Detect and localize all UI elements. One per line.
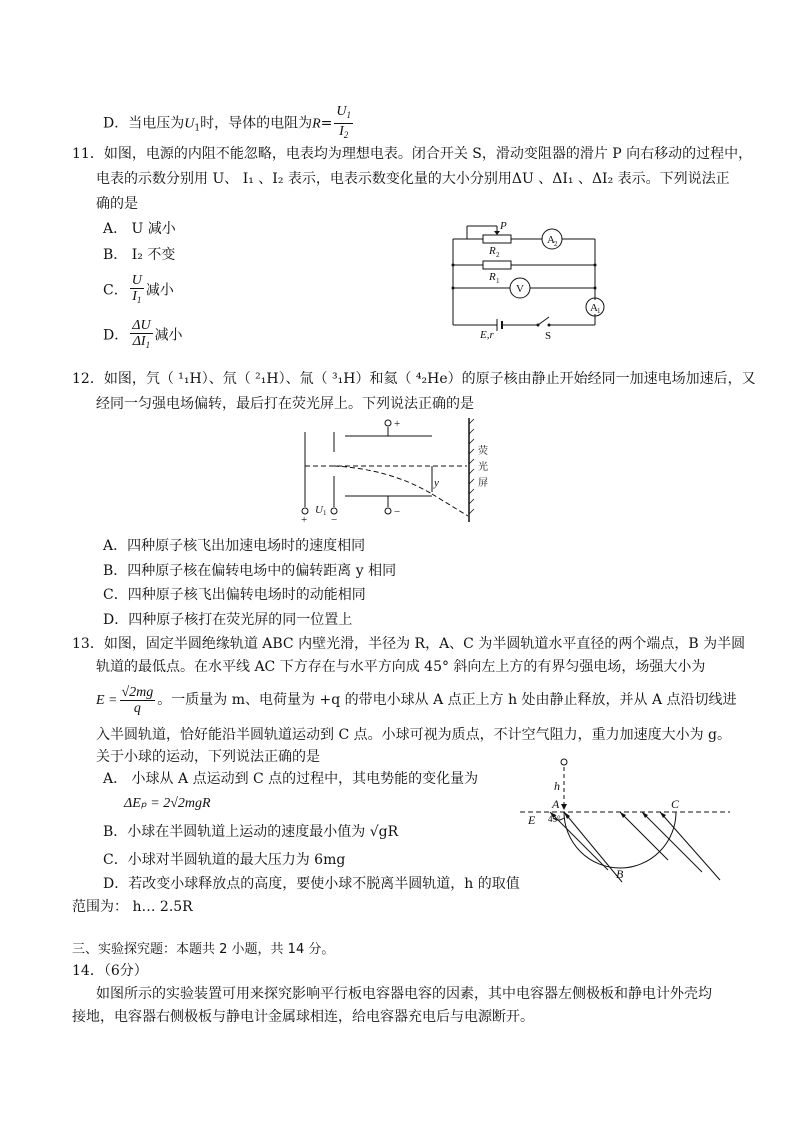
- svg-text:−: −: [394, 506, 401, 518]
- q11-option-b: B． I₂ 不变: [103, 247, 176, 263]
- svg-text:+: +: [394, 418, 401, 430]
- q13-stem-line3: E = $\frac{√2mg}{q}$ 。一质量为 m、电荷量为 +q 的带电小球从 A 点正上方 h 处由静止释放，并从 A 点沿切线进: [96, 684, 737, 716]
- q13-stem-line4: 入半圆轨道，恰好能沿半圆轨道运动到 C 点。小球可视为质点，不计空气阻力，重力加速度大小为 g。: [96, 727, 732, 743]
- q12-option-c: C．四种原子核飞出偏转电场时的动能相同: [103, 587, 366, 603]
- q11-stem-line1: 11．如图，电源的内阻不能忽略，电表均为理想电表。闭合开关 S，滑动变阻器的滑片 P 向右移动的过程中，: [72, 146, 753, 162]
- q13-option-d: D．若改变小球释放点的高度，要使小球不脱离半圆轨道，h 的取值: [103, 876, 520, 892]
- q12-stem-line1: 12．如图，氕（ ¹₁H）、氘（ ²₁H）、氚（ ³₁H）和氦（ ⁴₂He）的原子核由静止开始经同一加速电场加速后，又: [72, 371, 756, 387]
- svg-text:1: 1: [597, 307, 601, 315]
- q14-line1: 如图所示的实验装置可用来探究影响平行板电容器电容的因素，其中电容器左侧极板和静电计外壳均: [96, 986, 712, 1002]
- svg-text:2: 2: [496, 251, 500, 259]
- svg-text:A: A: [552, 797, 560, 811]
- svg-text:R: R: [489, 271, 496, 283]
- q13-track-diagram: [520, 752, 735, 892]
- q13-option-a: A． 小球从 A 点运动到 C 点的过程中，其电势能的变化量为: [103, 771, 479, 787]
- svg-text:2: 2: [554, 240, 558, 248]
- q13-option-c: C．小球对半圆轨道的最大压力为 6mg: [103, 852, 346, 868]
- q11-option-c: C． $\frac{U}{I_1}$ 减小: [103, 273, 174, 305]
- svg-text:1: 1: [496, 277, 500, 285]
- svg-text:B: B: [616, 867, 624, 881]
- q11-option-d: D． $\frac{\Delta U}{\Delta I_1}$ 减小: [103, 318, 183, 350]
- svg-text:E,r: E,r: [480, 329, 494, 341]
- q13-option-d-range: 范围为： h… 2.5R: [72, 899, 193, 915]
- q10-u1: U: [184, 116, 195, 132]
- q10-r: R: [312, 116, 321, 132]
- svg-text:R: R: [489, 245, 496, 257]
- svg-text:1: 1: [323, 509, 327, 517]
- q10-eq: =: [320, 115, 333, 132]
- svg-text:+: +: [301, 514, 308, 524]
- q10-d-text: D．当电压为: [103, 115, 185, 132]
- svg-text:E: E: [528, 813, 536, 827]
- svg-text:A: A: [547, 234, 555, 246]
- q14-number: 14．（6分）: [72, 963, 148, 979]
- section3-title: 三、实验探究题：本题共 2 小题，共 14 分。: [72, 942, 335, 957]
- q10-fraction: $\frac{U_1}{I_2}$: [336, 104, 352, 140]
- q12-option-b: B．四种原子核在偏转电场中的偏转距离 y 相同: [103, 563, 397, 579]
- svg-text:−: −: [331, 514, 338, 524]
- q10-u1-sub: 1: [194, 123, 201, 134]
- q11-circuit-diagram: [445, 218, 615, 343]
- svg-text:45°: 45°: [548, 814, 561, 824]
- q14-line2: 接地，电容器右侧极板与静电计金属球相连，给电容器充电后与电源断开。: [72, 1009, 534, 1025]
- svg-text:h: h: [554, 779, 560, 793]
- q13-option-a-formula: ΔEₚ = 2√2mgR: [124, 796, 211, 811]
- q12-option-a: A．四种原子核飞出加速电场时的速度相同: [103, 538, 366, 554]
- q11-option-a: A． U 减小: [103, 221, 176, 237]
- q11-stem-line3: 确的是: [96, 196, 138, 212]
- q13-stem-line1: 13．如图，固定半圆绝缘轨道 ABC 内壁光滑，半径为 R，A、C 为半圆轨道水平直径的两个端点，B 为半圆: [72, 636, 746, 652]
- q13-stem-line2: 轨道的最低点。在水平线 AC 下方存在与水平方向成 45° 斜向左上方的有界匀强电场，场强大小为: [96, 659, 706, 675]
- q13-stem-line5: 关于小球的运动，下列说法正确的是: [96, 749, 320, 765]
- svg-text:y: y: [434, 477, 439, 489]
- svg-text:荧: 荧: [478, 446, 488, 457]
- q10-d-mid: 时，导体的电阻为: [200, 115, 313, 132]
- q11-stem-line2: 电表的示数分别用 U、 I₁ 、I₂ 表示，电表示数变化量的大小分别用ΔU 、ΔI₁ 、ΔI₂ 表示。下列说法正: [96, 171, 730, 187]
- q12-stem-line2: 经同一匀强电场偏转，最后打在荧光屏上。下列说法正确的是: [96, 396, 474, 412]
- svg-text:S: S: [545, 330, 552, 342]
- q10-option-d: [103, 104, 355, 143]
- svg-text:U: U: [315, 504, 323, 516]
- svg-text:C: C: [671, 797, 680, 811]
- q13-option-b: B．小球在半圆轨道上运动的速度最小值为 √gR: [103, 824, 399, 840]
- q11-label-p: P: [500, 220, 507, 232]
- svg-text:光: 光: [478, 462, 488, 473]
- svg-text:屏: 屏: [478, 478, 488, 489]
- q12-option-d: D．四种原子核打在荧光屏的同一位置上: [103, 612, 353, 628]
- q12-deflection-diagram: [295, 414, 495, 524]
- svg-text:V: V: [516, 283, 524, 295]
- svg-text:A: A: [590, 302, 598, 314]
